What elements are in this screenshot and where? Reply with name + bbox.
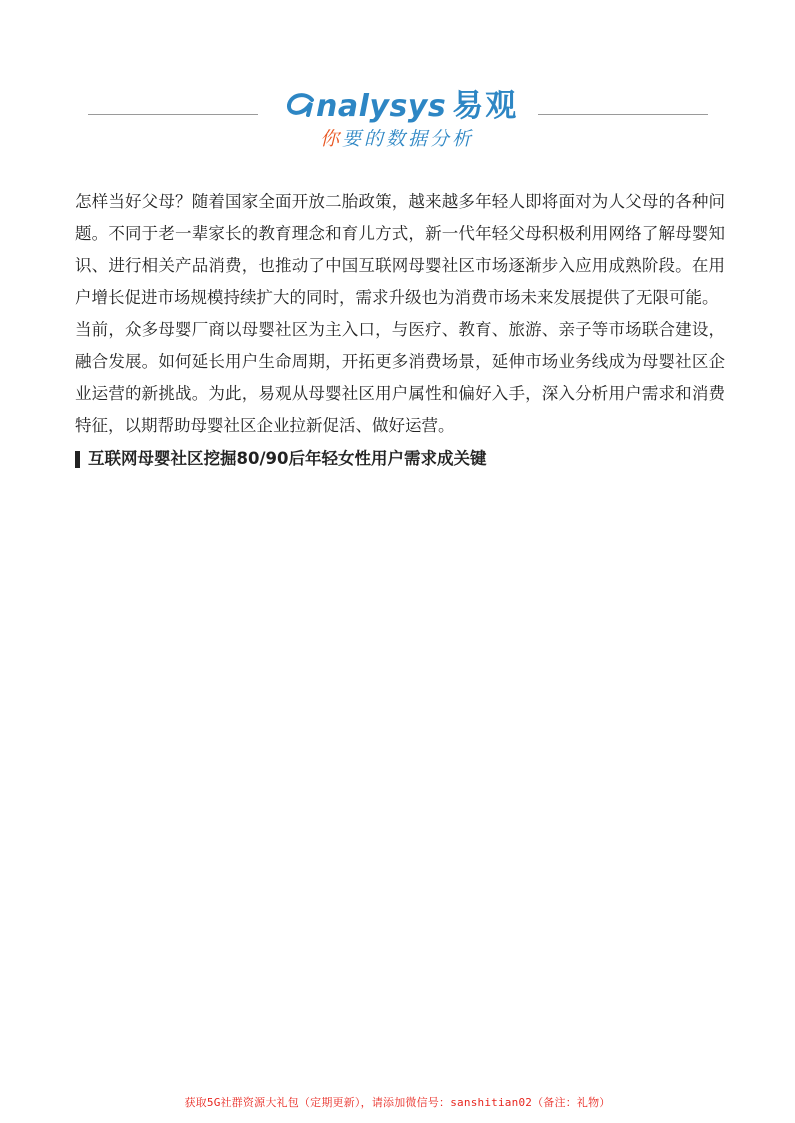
body-paragraph-2: 当前，众多母婴厂商以母婴社区为主入口，与医疗、教育、旅游、亲子等市场联合建设，融合发展。如何延长用户生命周期，开拓更多消费场景，延伸市场业务线成为母婴社区企业运营的新挑战。为此，易观从母婴社区用户属性和偏好入手，深入分析用户需求和消费特征，以期帮助母婴社区企业拉新促活、做好运营。 — [75, 320, 725, 435]
tagline-rest: 要的数据分析 — [342, 128, 475, 150]
section-heading-text: 互联网母婴社区挖掘80/90后年轻女性用户需求成关键 — [88, 449, 487, 468]
body-paragraph-1: 怎样当好父母？随着国家全面开放二胎政策，越来越多年轻人即将面对为人父母的各种问题。不同于老一辈家长的教育理念和育儿方式，新一代年轻父母积极利用网络了解母婴知识、进行相关产品消费，也推动了中国互联网母婴社区市场逐渐步入应用成熟阶段。在用户增长促进市场规模持续扩大的同时，需求升级也为消费市场未来发展提供了无限可能。 — [75, 192, 725, 307]
heading-bar-marker — [75, 451, 80, 468]
logo-tagline — [320, 124, 474, 151]
section-heading — [75, 445, 725, 473]
header-rule-right — [538, 114, 708, 115]
main-content — [75, 186, 725, 473]
header-rule-left — [88, 114, 258, 115]
footer-notice: 获取5G社群资源大礼包（定期更新），请添加微信号：sanshitian02（备注：礼物） — [184, 1096, 611, 1109]
logo-cn-text: 易观 — [452, 88, 519, 124]
tagline-accent: 你 — [320, 128, 343, 150]
analysys-logo — [286, 80, 518, 125]
page-header — [0, 78, 795, 158]
logo-text: nalysys — [316, 89, 447, 124]
logo-a-swoosh-icon — [286, 91, 316, 121]
